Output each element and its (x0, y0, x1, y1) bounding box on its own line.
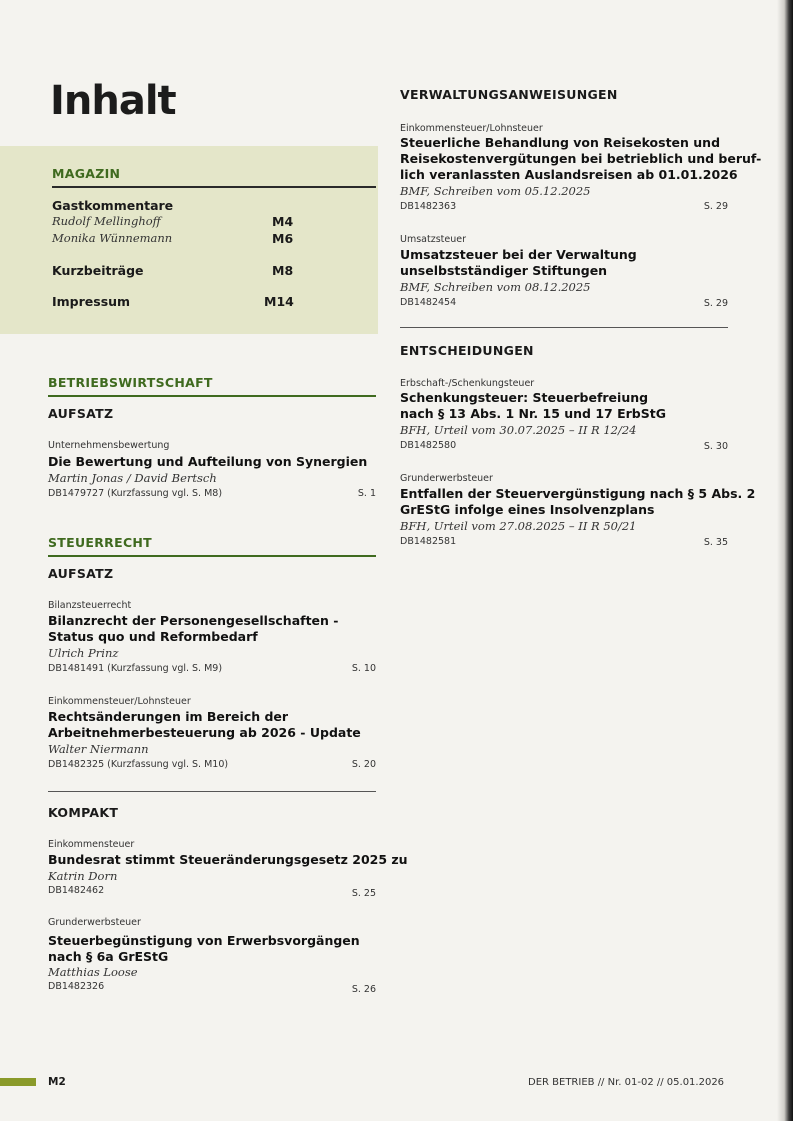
article-author: BFH, Urteil vom 30.07.2025 – II R 12/24 (400, 423, 637, 437)
article-db: DB1482325 (Kurzfassung vgl. S. M10) (48, 759, 229, 770)
article-author: BMF, Schreiben vom 05.12.2025 (400, 184, 591, 198)
betriebswirtschaft-rule (48, 395, 376, 397)
article-title[interactable]: Steuerbegünstigung von Erwerbsvorgängen (48, 933, 360, 948)
page-edge (777, 0, 793, 1121)
article-title[interactable]: Die Bewertung und Aufteilung von Synergien (48, 454, 368, 469)
article-title[interactable]: lich veranlassten Auslandsreisen ab 01.01.2026 (400, 167, 738, 182)
magazin-gastkommentare[interactable]: Gastkommentare (52, 198, 174, 213)
article-title[interactable]: nach § 13 Abs. 1 Nr. 15 und 17 ErbStG (400, 406, 666, 421)
article-title[interactable]: Reisekostenvergütungen bei betrieblich und beruf- (400, 151, 762, 166)
article-author: Matthias Loose (48, 965, 138, 979)
article-author: BFH, Urteil vom 27.08.2025 – II R 50/21 (400, 519, 637, 533)
magazin-author[interactable]: Rudolf Mellinghoff (52, 214, 161, 228)
article-db: DB1482462 (48, 885, 105, 896)
article-title[interactable]: unselbstständiger Stiftungen (400, 263, 608, 278)
article-title[interactable]: Entfallen der Steuervergünstigung nach § 5 Abs. 2 (400, 486, 756, 501)
kompakt-rule (48, 791, 376, 792)
entscheidungen-heading: ENTSCHEIDUNGEN (400, 343, 534, 358)
article-title[interactable]: Schenkungsteuer: Steuerbefreiung (400, 390, 649, 405)
article-title[interactable]: Steuerliche Behandlung von Reisekosten und (400, 135, 721, 150)
article-title[interactable]: Status quo und Reformbedarf (48, 629, 258, 644)
article-author: Martin Jonas / David Bertsch (48, 471, 217, 485)
magazin-rule (52, 186, 376, 188)
article-page: S. 35 (703, 537, 728, 548)
article-category: Erbschaft-/Schenkungsteuer (400, 378, 535, 389)
article-db: DB1482581 (400, 536, 457, 547)
article-title[interactable]: Bundesrat stimmt Steueränderungsgesetz 2025 zu (48, 852, 408, 867)
article-category: Bilanzsteuerrecht (48, 600, 132, 611)
verwaltung-heading: VERWALTUNGSANWEISUNGEN (400, 87, 618, 102)
article-category: Einkommensteuer/Lohnsteuer (48, 696, 191, 707)
article-db: DB1481491 (Kurzfassung vgl. S. M9) (48, 663, 223, 674)
article-title[interactable]: GrEStG infolge eines Insolvenzplans (400, 502, 655, 517)
steuerrecht-sub: AUFSATZ (48, 566, 114, 581)
article-page: S. 1 (357, 488, 376, 499)
article-page: S. 29 (703, 298, 728, 309)
article-title[interactable]: Rechtsänderungen im Bereich der (48, 709, 289, 724)
article-db: DB1479727 (Kurzfassung vgl. S. M8) (48, 488, 223, 499)
page-title: Inhalt (50, 78, 176, 124)
article-db: DB1482454 (400, 297, 457, 308)
article-title[interactable]: Arbeitnehmerbesteuerung ab 2026 - Update (48, 725, 361, 740)
magazin-code: M8 (272, 263, 294, 278)
article-author: Katrin Dorn (48, 869, 118, 883)
article-title[interactable]: Umsatzsteuer bei der Verwaltung (400, 247, 637, 262)
entscheidungen-rule (400, 327, 728, 328)
article-db: DB1482363 (400, 201, 457, 212)
article-page: S. 20 (351, 759, 376, 770)
magazin-heading: MAGAZIN (52, 166, 121, 181)
article-author: Walter Niermann (48, 742, 149, 756)
article-category: Umsatzsteuer (400, 234, 466, 245)
magazin-author[interactable]: Monika Wünnemann (52, 231, 173, 245)
article-category: Grunderwerbsteuer (400, 473, 493, 484)
article-author: BMF, Schreiben vom 08.12.2025 (400, 280, 591, 294)
article-title[interactable]: Bilanzrecht der Personengesellschaften - (48, 613, 339, 628)
magazin-impressum[interactable]: Impressum (52, 294, 131, 309)
article-page: S. 10 (351, 663, 376, 674)
steuerrecht-rule (48, 555, 376, 557)
article-db: DB1482580 (400, 440, 457, 451)
footer-bar (0, 1078, 36, 1086)
article-category: Einkommensteuer (48, 839, 135, 850)
footer-journal: DER BETRIEB // Nr. 01-02 // 05.01.2026 (528, 1077, 725, 1088)
magazin-code: M4 (272, 214, 294, 229)
article-author: Ulrich Prinz (48, 646, 119, 660)
article-page: S. 26 (351, 984, 376, 995)
article-category: Unternehmensbewertung (48, 440, 170, 451)
article-category: Grunderwerbsteuer (48, 917, 141, 928)
steuerrecht-heading: STEUERRECHT (48, 535, 153, 550)
article-page: S. 30 (703, 441, 728, 452)
article-page: S. 25 (351, 888, 376, 899)
magazin-code: M6 (272, 231, 294, 246)
article-db: DB1482326 (48, 981, 105, 992)
betriebswirtschaft-heading: BETRIEBSWIRTSCHAFT (48, 375, 213, 390)
magazin-kurzbeitraege[interactable]: Kurzbeiträge (52, 263, 144, 278)
article-title[interactable]: nach § 6a GrEStG (48, 949, 169, 964)
kompakt-heading: KOMPAKT (48, 805, 119, 820)
magazin-code: M14 (264, 294, 294, 309)
article-page: S. 29 (703, 201, 728, 212)
article-category: Einkommensteuer/Lohnsteuer (400, 123, 543, 134)
footer-page-number: M2 (48, 1076, 66, 1088)
betriebswirtschaft-sub: AUFSATZ (48, 406, 114, 421)
